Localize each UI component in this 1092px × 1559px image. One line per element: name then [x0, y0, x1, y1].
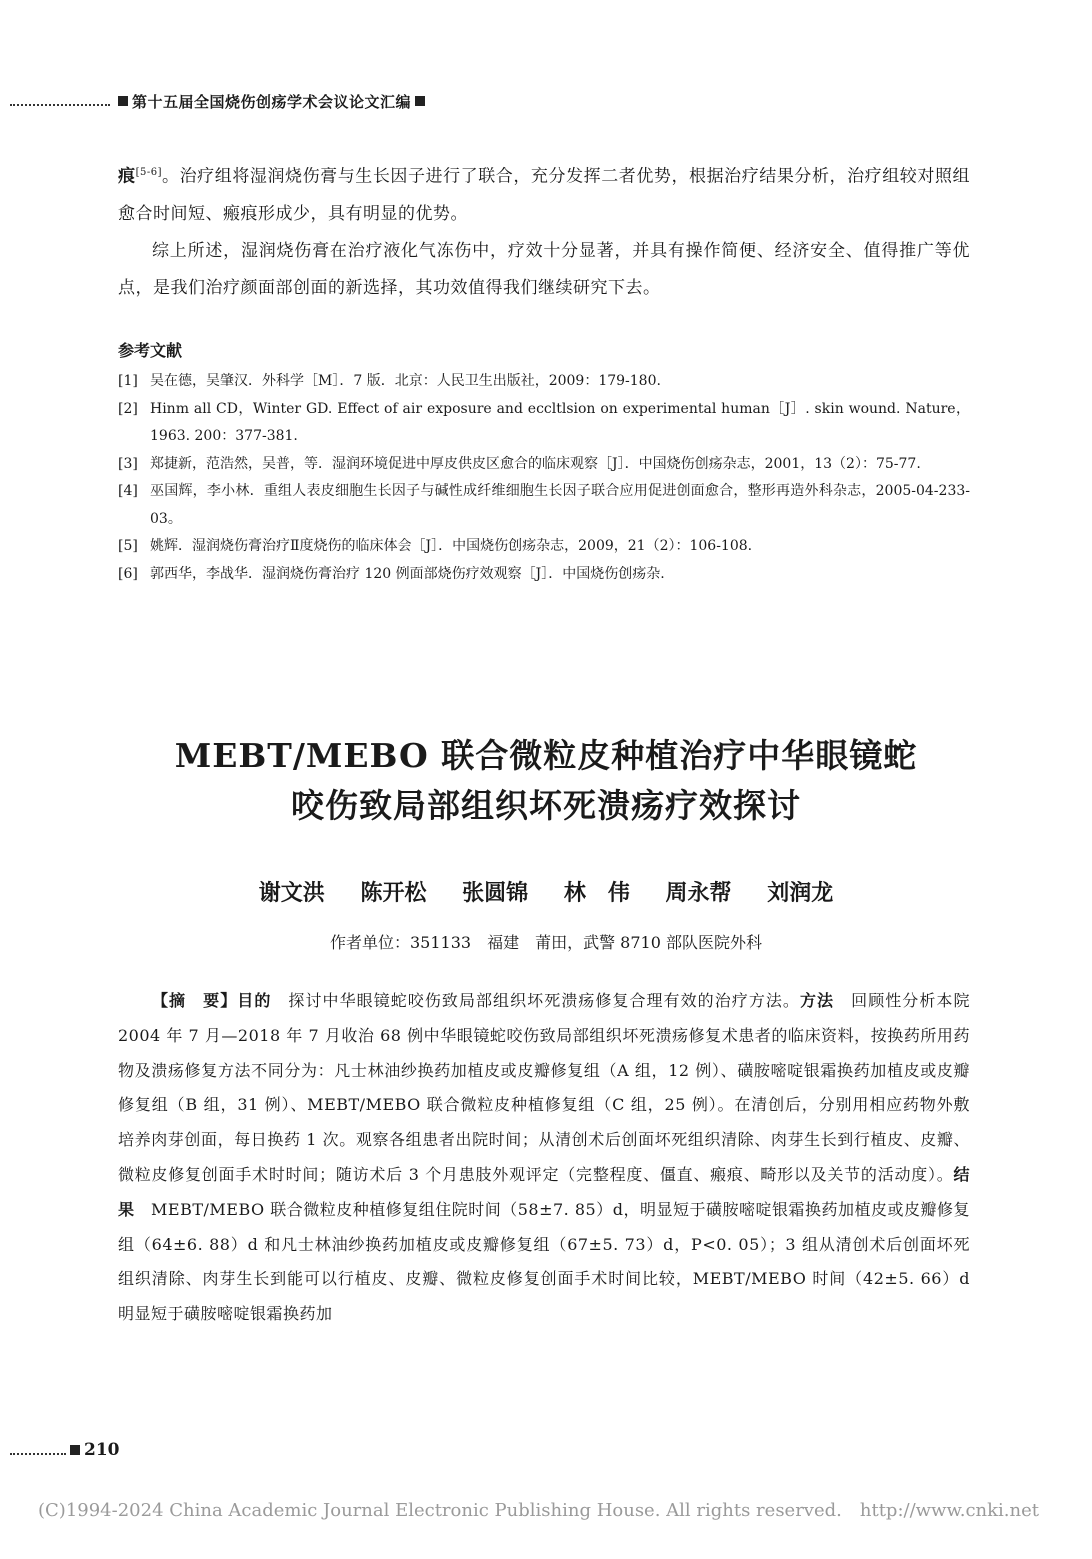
reference-text: 郭西华，李战华．湿润烧伤膏治疗 120 例面部烧伤疗效观察［J］．中国烧伤创疡杂.: [150, 565, 665, 582]
reference-item: [118, 451, 970, 479]
reference-item: [118, 533, 970, 561]
author-name: 周永帮: [665, 881, 732, 906]
reference-text: 吴在德，吴肇汉．外科学［M］．7 版．北京：人民卫生出版社，2009：179-180.: [150, 373, 661, 389]
author-name: 林 伟: [563, 881, 630, 906]
paragraph-start: 痕: [118, 166, 136, 187]
page-number: 210: [84, 1440, 120, 1460]
reference-text: Hinm all CD，Winter GD. Effect of air exposure and eccltlsion on experimental human［J］. skin wound. Nature，1963. 200：377-381.: [150, 400, 970, 444]
method-label: 方法: [799, 991, 835, 1010]
running-header: [10, 90, 429, 112]
author-affiliation: 作者单位：351133 福建 莆田，武警 8710 部队医院外科: [330, 933, 762, 952]
copyright-watermark: (C)1994-2024 China Academic Journal Electronic Publishing House. All rights reserved. http://www.cnki.net: [38, 1500, 1039, 1521]
author-name: 陈开松: [360, 881, 427, 906]
reference-number: [6]: [118, 565, 138, 582]
author-name: 张圆锦: [462, 881, 529, 906]
references-heading: 参考文献: [118, 341, 183, 360]
reference-text: 郑捷新，范浩然，吴普，等．湿润环境促进中厚皮供皮区愈合的临床观察［J］．中国烧伤创疡杂志，2001，13（2）：75-77.: [150, 455, 921, 472]
reference-item: [118, 478, 970, 533]
result-text: MEBT/MEBO 联合微粒皮种植修复组住院时间（58±7. 85）d，明显短于磺胺嘧啶银霜换药加植皮或皮瓣修复组（64±6. 88）d 和凡士林油纱换药加植皮或皮瓣修复组（67±5. 73）d，P<0. 05）；3 组从清创术后创面坏死组织清除、肉芽生长到能可以行植皮、皮瓣、微粒皮修复创面手术时间比较，MEBT/MEBO 时间（42±5. 66）d 明显短于磺胺嘧啶银霜换药加: [118, 1199, 970, 1324]
header-title: 第十五届全国烧伤创疡学术会议论文汇编: [132, 92, 412, 111]
paragraph: [118, 154, 970, 233]
reference-number: [5]: [118, 538, 138, 554]
footer-square-icon: [70, 1445, 80, 1455]
reference-number: [2]: [118, 400, 138, 417]
purpose-label: 目的: [237, 991, 272, 1010]
author-list: [0, 876, 1092, 907]
result-label: 结果: [118, 1164, 970, 1219]
citation: [5-6]: [135, 167, 162, 178]
abstract-text: [118, 984, 970, 1332]
reference-item: [118, 396, 970, 451]
reference-number: [3]: [118, 455, 138, 472]
header-square-icon: [415, 96, 425, 106]
reference-text: 姚辉．湿润烧伤膏治疗Ⅱ度烧伤的临床体会［J］．中国烧伤创疡杂志，2009，21（2）：106-108.: [150, 538, 753, 554]
abstract-label: 【摘 要】: [152, 991, 238, 1010]
abstract: [118, 984, 970, 1332]
reference-item: [118, 561, 970, 589]
purpose-text: 探讨中华眼镜蛇咬伤致局部组织坏死溃疡修复合理有效的治疗方法。: [271, 991, 800, 1010]
paragraph: 综上所述，湿润烧伤膏在治疗液化气冻伤中，疗效十分显著，并具有操作简便、经济安全、值得推广等优点，是我们治疗颜面部创面的新选择，其功效值得我们继续研究下去。: [118, 240, 970, 298]
author-name: 刘润龙: [767, 881, 834, 906]
method-text: 回顾性分析本院 2004 年 7 月—2018 年 7 月收治 68 例中华眼镜蛇咬伤致局部组织坏死溃疡修复术患者的临床资料，按换药所用药物及溃疡修复方法不同分为：凡士林油纱换药加植皮或皮瓣修复组（A 组，12 例）、磺胺嘧啶银霜换药加植皮或皮瓣修复组（B 组，31 例）、MEBT/MEBO 联合微粒皮种植修复组（C 组，25 例）。在清创后，分别用相应药物外敷培养肉芽创面，每日换药 1 次。观察各组患者出院时间；从清创术后创面坏死组织清除、肉芽生长到行植皮、皮瓣、微粒皮修复创面手术时时间；随访术后 3 个月患肢外观评定（完整程度、僵直、瘢痕、畸形以及关节的活动度）。: [118, 991, 970, 1184]
reference-text: 巫国辉，李小林．重组人表皮细胞生长因子与碱性成纤维细胞生长因子联合应用促进创面愈合，整形再造外科杂志，2005-04-233-03。: [150, 483, 970, 527]
reference-number: [4]: [118, 483, 138, 499]
header-square-icon: [118, 96, 128, 106]
article-title-line-1: MEBT/MEBO 联合微粒皮种植治疗中华眼镜蛇: [174, 736, 918, 775]
references-list: [118, 368, 970, 588]
page-footer: [10, 1440, 120, 1460]
footer-leader-dots: [10, 1445, 66, 1455]
previous-article-conclusion: [118, 154, 970, 307]
article-title-line-2: 咬伤致局部组织坏死溃疡疗效探讨: [291, 786, 801, 825]
header-leader-dots: [10, 96, 110, 106]
author-name: 谢文洪: [258, 881, 325, 906]
paragraph-text: 。治疗组将湿润烧伤膏与生长因子进行了联合，充分发挥二者优势，根据治疗结果分析，治疗组较对照组愈合时间短、瘢痕形成少，具有明显的优势。: [118, 166, 971, 224]
reference-number: [1]: [118, 373, 138, 389]
reference-item: [118, 368, 970, 396]
